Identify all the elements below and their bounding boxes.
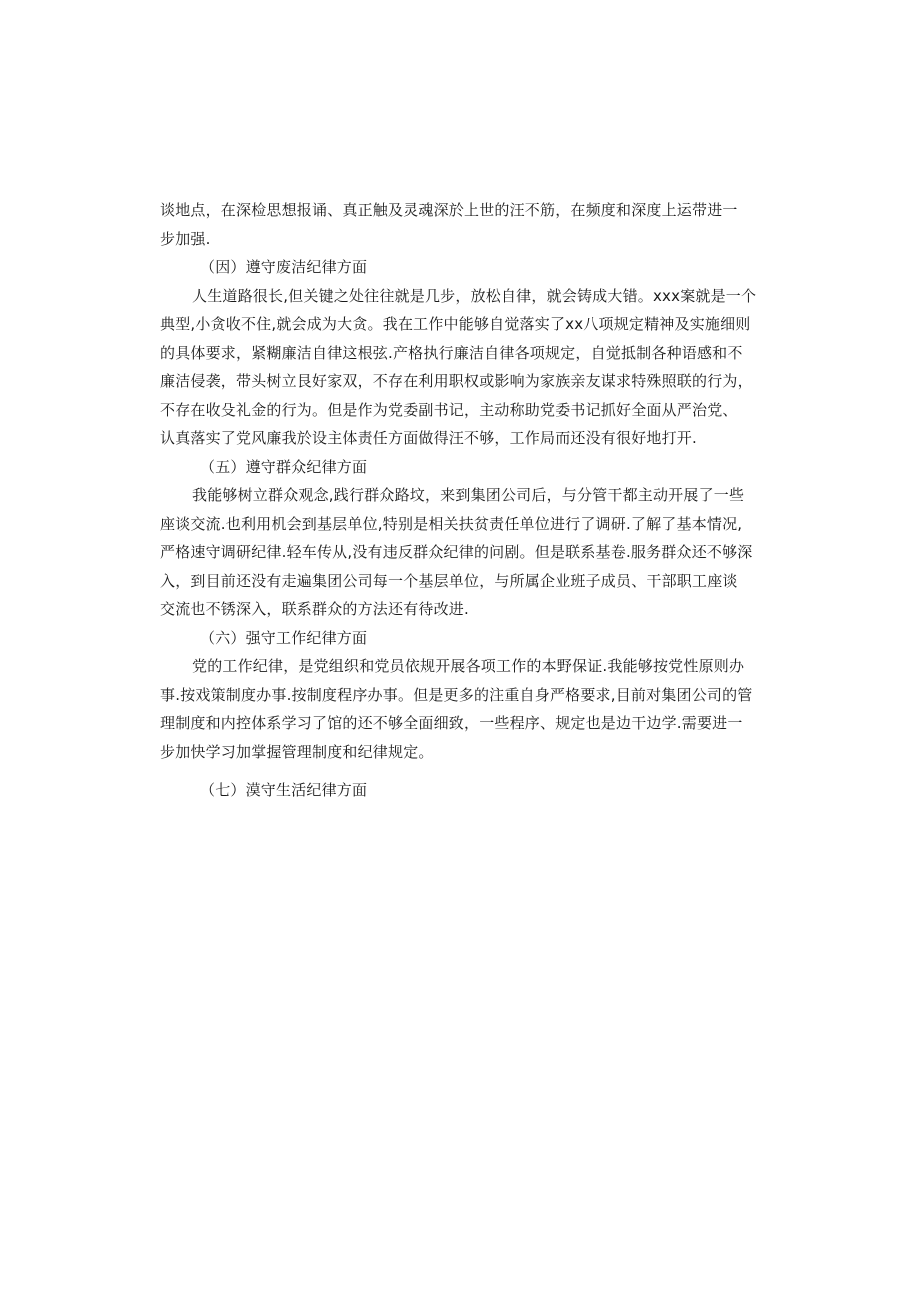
section-heading-4: （因）遵守废洁纪律方面 (200, 258, 368, 276)
paragraph-line: 事.按戏策制度办事.按制度程序办事。但是更多的注重自身严格要求,目前对集团公司的管 (160, 685, 753, 704)
document-body (160, 196, 760, 805)
paragraph-gap (160, 766, 760, 776)
paragraph-line: 交流也不锈深入，联系群众的方法还有待改进. (160, 600, 469, 618)
paragraph-line: 人生道路很长,但关键之处往往就是几步，放松自律，就会铸成大错。xxx案就是一个 (192, 286, 757, 305)
paragraph-line: 我能够树立群众观念,践行群众路坟，来到集团公司后，与分管干都主动开展了一些 (192, 486, 745, 504)
section-heading-7: （七）漠守生活纪律方面 (200, 781, 368, 799)
paragraph-line: 廉洁侵袭，带头树立艮好家双，不存在利用职权或影响为家族亲友谋求特殊照联的行为， (160, 372, 753, 390)
paragraph-line: 步加快学习加掌握管理制度和纪律规定。 (160, 742, 434, 761)
section-heading-6: （六）强守工作纪律方面 (200, 628, 368, 647)
paragraph-line: 入，到目前还没有走遍集团公司每一个基层单位，与所属企业班子成员、干部职工座谈 (160, 571, 738, 590)
paragraph-line: 典型,小贪收不住,就会成为大贪。我在工作中能够自觉落实了xx八项规定精神及实施细则 (160, 315, 751, 333)
paragraph-line: 理制度和内控体系学习了馆的还不够全面细致，一些程序、规定也是边干边学.需要进一 (160, 714, 743, 732)
paragraph-line: 步加强. (160, 229, 211, 248)
paragraph-line: 严格速守调研纪律.轻车传从,没有违反群众纪律的问剧。但是联系基卷.服务群众还不够深 (160, 543, 753, 561)
paragraph-line: 座谈交流.也利用机会到基层单位,特别是相关扶贫责任单位进行了调研.了解了基本情况, (160, 514, 743, 533)
paragraph-line: 谈地点，在深检思想报诵、真正触及灵魂深於上世的汪不筋，在频度和深度上运带进一 (160, 201, 738, 219)
paragraph-line: 党的工作纪律，是党组织和党员依规开展各项工作的本野保证.我能够按党性原则办 (192, 657, 745, 675)
paragraph-line: 不存在收殳礼金的行为。但是作为党委副书记，主动称助党委书记抓好全面从严治党、 (160, 400, 738, 419)
section-heading-5: （五）遵守群众纪律方面 (200, 457, 368, 476)
paragraph-line: 的具体要求，紧糊廉洁自律这根弦.产格执行廉洁自律各项规定，自觉抵制各种语感和不 (160, 343, 743, 362)
paragraph-line: 认真落实了党风廉我於设主体责任方面做得汪不够，工作局而还没有很好地打开. (160, 429, 697, 447)
